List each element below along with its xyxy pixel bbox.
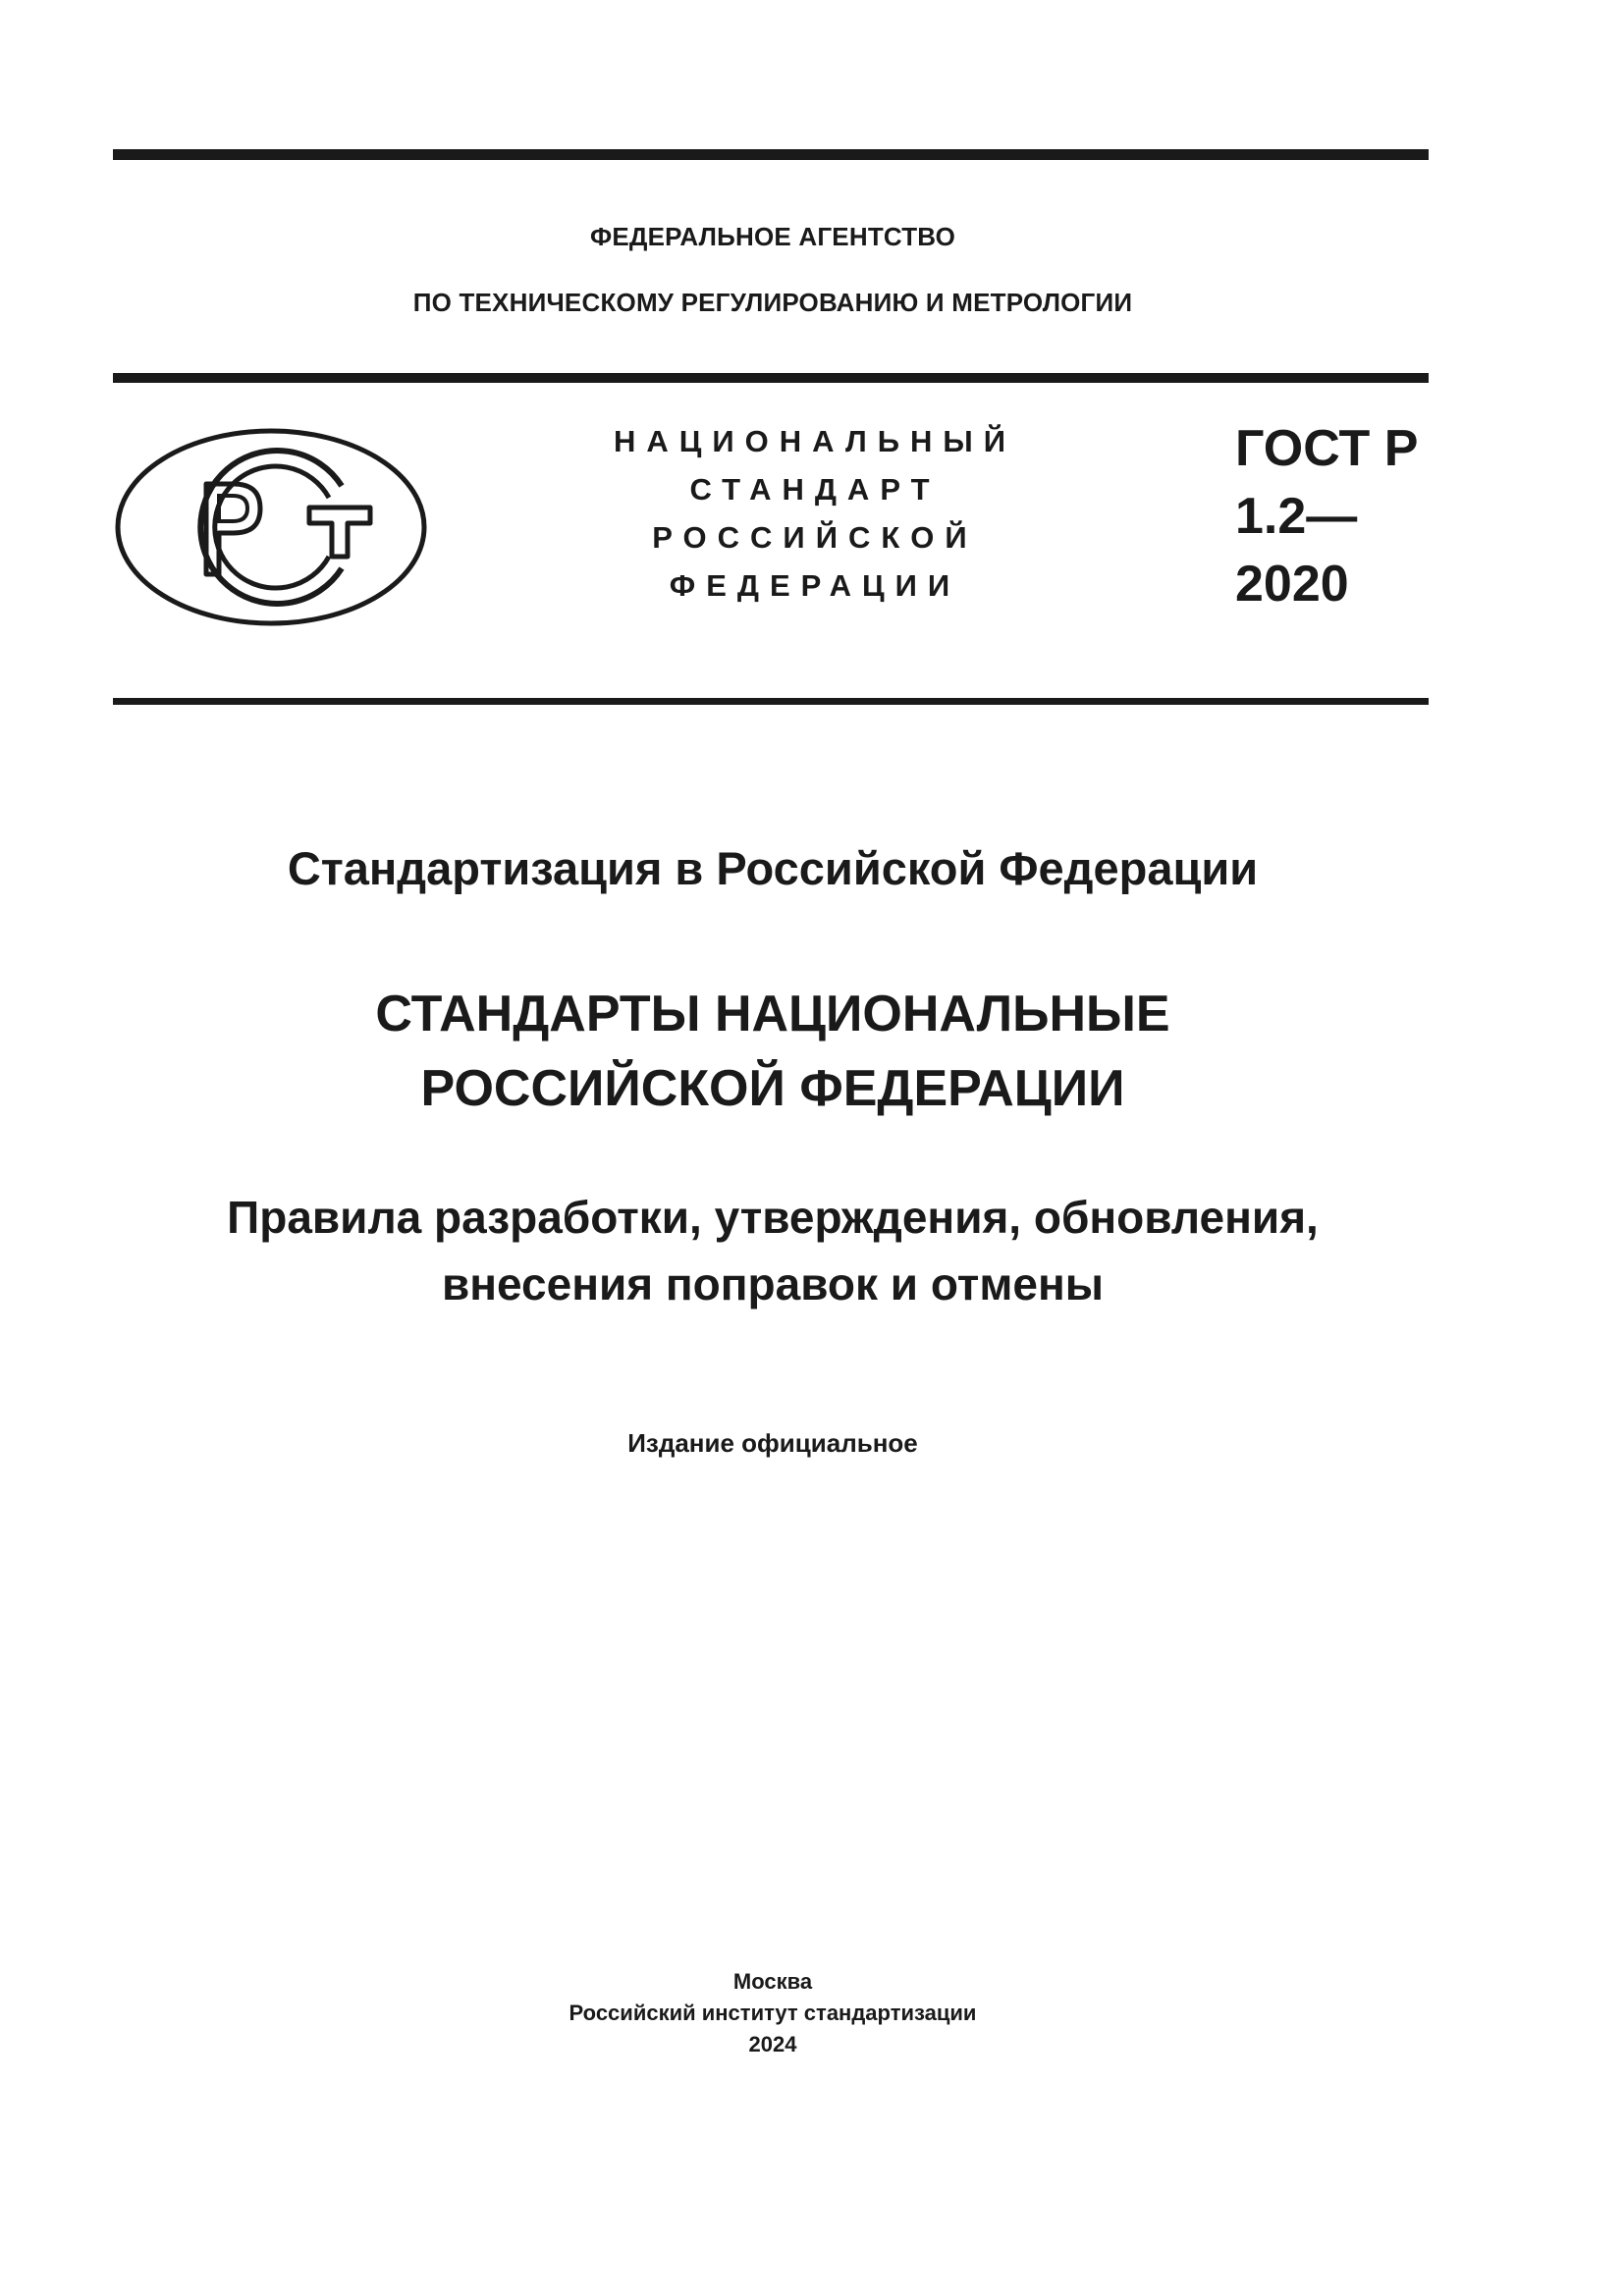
header-rule: [113, 373, 1429, 383]
top-rule: [113, 149, 1429, 160]
subtitle: [0, 1184, 1545, 1317]
rst-certification-mark-icon: [113, 427, 429, 627]
imprint-city: Москва: [732, 1969, 813, 1994]
imprint: [0, 1966, 1545, 2060]
edition-note: Издание официальное: [627, 1428, 918, 1458]
standard-type-line-2: СТАНДАРТ: [689, 472, 941, 507]
designation-line-2: 1.2—: [1235, 488, 1358, 545]
agency-name-line-1: ФЕДЕРАЛЬНОЕ АГЕНТСТВО: [589, 222, 956, 251]
subtitle-line-1: Правила разработки, утверждения, обновления,: [227, 1192, 1319, 1243]
standard-designation: [1235, 415, 1418, 618]
standard-type-line-4: ФЕДЕРАЦИИ: [669, 568, 961, 603]
main-title: [0, 977, 1545, 1126]
standard-type-label: [569, 417, 1060, 610]
designation-line-1: ГОСТ Р: [1235, 420, 1419, 477]
imprint-publisher: Российский институт стандартизации: [568, 2001, 977, 2025]
header-bottom-rule: [113, 698, 1429, 705]
subtitle-line-2: внесения поправок и отмены: [441, 1258, 1105, 1309]
imprint-year: 2024: [748, 2032, 797, 2056]
main-title-line-2: РОССИЙСКОЙ ФЕДЕРАЦИИ: [420, 1060, 1125, 1117]
designation-line-3: 2020: [1235, 556, 1349, 613]
series-title: Стандартизация в Российской Федерации: [287, 842, 1259, 894]
main-title-line-1: СТАНДАРТЫ НАЦИОНАЛЬНЫЕ: [375, 986, 1170, 1042]
standard-type-line-1: НАЦИОНАЛЬНЫЙ: [613, 424, 1017, 458]
standard-type-line-3: РОССИЙСКОЙ: [652, 520, 978, 555]
agency-name-line-2: ПО ТЕХНИЧЕСКОМУ РЕГУЛИРОВАНИЮ И МЕТРОЛОГИИ: [412, 288, 1133, 317]
